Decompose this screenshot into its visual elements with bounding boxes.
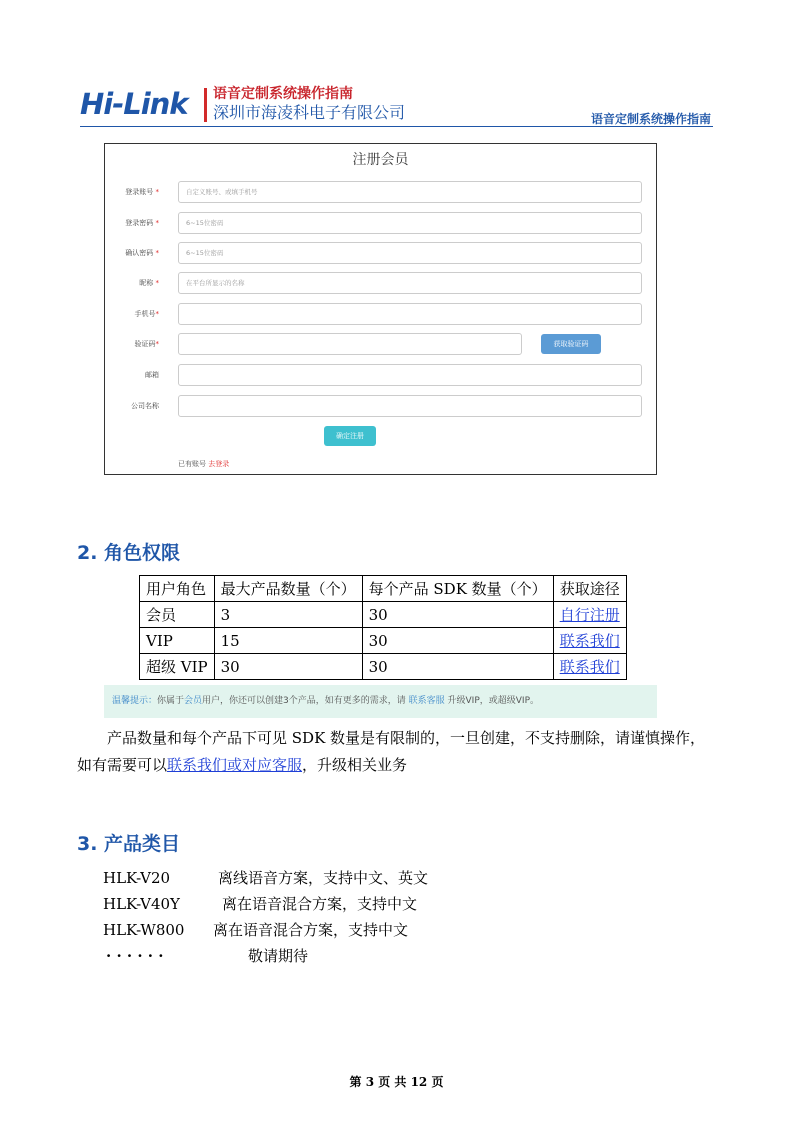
password-input[interactable]: 6~15位密码 [178,212,642,234]
table-cell: 会员 [140,602,215,628]
field-row-code [105,333,656,355]
table-link-cell[interactable]: 联系我们 [553,628,626,654]
field-row-company [105,395,656,417]
field-label: 登录账号 * [125,188,159,196]
page-number: 第 3 页 共 12 页 [349,1075,444,1089]
register-form [104,143,657,475]
product-model: HLK-V40Y [103,895,180,913]
table-cell: VIP [140,628,215,654]
verification-code-input[interactable] [178,333,522,355]
table-row [140,628,627,654]
field-row-phone [105,303,656,325]
roles-table [139,575,627,680]
tip-banner: 温馨提示：你属于会员用户，你还可以创建3个产品，如有更多的需求，请 联系客服 升级VIP，或超级VIP。 [104,685,657,718]
field-label: 邮箱 [145,371,159,379]
field-label: 手机号* [134,310,159,318]
product-ellipsis: · · · · · · [106,947,164,965]
table-cell: 30 [214,654,362,680]
field-row-account [105,181,656,203]
phone-input[interactable] [178,303,642,325]
header-doc-title: 语音定制系统操作指南 [590,112,711,126]
roles-paragraph: 产品数量和每个产品下可见 SDK 数量是有限制的，一旦创建，不支持删除，请谨慎操作，如有需要可以联系我们或对应客服，升级相关业务 [77,729,706,774]
table-cell: 15 [214,628,362,654]
login-prompt: 已有账号 去登录 [178,460,230,468]
product-model: HLK-W800 [103,921,185,939]
section-heading-roles: 2. 角色权限 [77,542,181,564]
table-cell: 30 [362,654,553,680]
logo-title: 语音定制系统操作指南 [213,86,353,102]
field-row-nickname [105,272,656,294]
table-row [140,602,627,628]
contact-us-link[interactable]: 联系我们或对应客服 [167,756,303,774]
account-input[interactable]: 自定义账号、或填手机号 [178,181,642,203]
field-label: 确认密码 * [125,249,159,257]
field-row-password [105,212,656,234]
logo-mark: Hi-Link [80,87,188,121]
field-label: 登录密码 * [125,219,159,227]
field-label: 昵称 * [139,279,159,287]
table-row [140,654,627,680]
contact-support-link[interactable]: 联系客服 [408,696,445,706]
confirm-password-input[interactable]: 6~15位密码 [178,242,642,264]
table-header-cell: 获取途径 [553,576,626,602]
logo-company: 深圳市海凌科电子有限公司 [213,103,406,122]
table-cell: 30 [362,602,553,628]
table-link-cell[interactable]: 自行注册 [553,602,626,628]
get-code-button[interactable]: 获取验证码 [541,334,601,354]
field-label: 公司名称 [131,402,159,410]
table-header-cell: 每个产品 SDK 数量（个） [362,576,553,602]
table-cell: 3 [214,602,362,628]
table-header-cell: 用户角色 [140,576,215,602]
field-label: 验证码* [134,340,159,348]
product-desc: 敬请期待 [248,947,309,965]
header-divider [80,126,713,127]
product-desc: 离线语音方案，支持中文、英文 [218,869,429,887]
product-desc: 离在语音混合方案，支持中文 [213,921,409,939]
login-link[interactable]: 去登录 [208,460,230,468]
register-submit-button[interactable]: 确定注册 [324,426,376,446]
table-header-row [140,576,627,602]
product-desc: 离在语音混合方案，支持中文 [222,895,418,913]
table-cell: 超级 VIP [140,654,215,680]
form-title: 注册会员 [352,152,409,168]
field-row-email [105,364,656,386]
field-row-confirm-password [105,242,656,264]
tip-prefix: 温馨提示： [112,696,158,706]
tip-role: 会员 [184,696,203,706]
table-link-cell[interactable]: 联系我们 [553,654,626,680]
logo-divider [204,88,207,122]
section-heading-products: 3. 产品类目 [77,833,181,855]
email-input[interactable] [178,364,642,386]
table-cell: 30 [362,628,553,654]
company-input[interactable] [178,395,642,417]
table-header-cell: 最大产品数量（个） [214,576,362,602]
product-model: HLK-V20 [103,869,171,887]
nickname-input[interactable]: 在平台所显示的名称 [178,272,642,294]
